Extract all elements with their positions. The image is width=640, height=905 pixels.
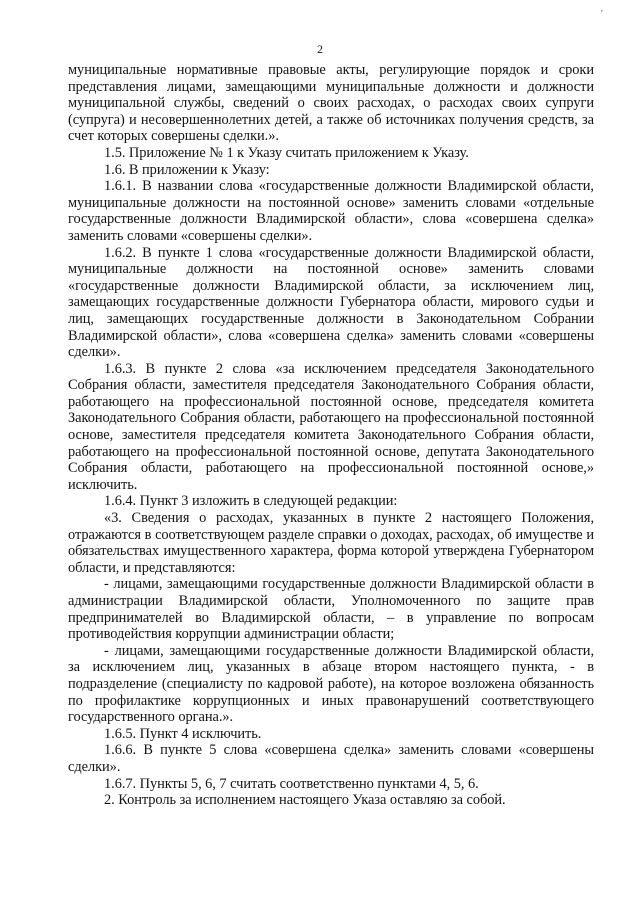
paragraph-1-6: 1.6. В приложении к Указу:: [104, 161, 270, 178]
paragraph-1-6-6: 1.6.6. В пункте 5 слова «совершена сделка» заменить словами «совершены сделки».: [68, 742, 594, 775]
paragraph-1-6-5: 1.6.5. Пункт 4 исключить.: [104, 725, 262, 742]
paragraph-intro-continuation: муниципальные нормативные правовые акты, регулирующие порядок и сроки представления лицами, замещающими муниципальные должности и должности муниципальной службы, сведений о своих расходах, о расходах своих супруги (супруга) и несовершеннолетних детей, а также об источниках получения средств, за счет которых совершены сделки.».: [68, 62, 594, 145]
page-number: 2: [317, 42, 323, 56]
paragraph-point-3-text: «3. Сведения о расходах, указанных в пункте 2 настоящего Положения, отражаются в соответствующем разделе справки о доходах, расходах, об имуществе и обязательствах имущественного характера, форма которой утверждена Губернатором области, и представляются:: [68, 510, 594, 576]
paragraph-point-3-item-2: - лицами, замещающими государственные должности Владимирской области, за исключением лиц, указанных в абзаце втором настоящего пункта, - в подразделение (специалисту по кадровой работе), на которое возложена обязанность по профилактике коррупционных и иных правонарушений соответствующего государственного органа.».: [68, 642, 594, 726]
paragraph-1-6-1: 1.6.1. В названии слова «государственные должности Владимирской области, муниципальные должности на постоянной основе» заменить словами «отдельные государственные должности Владимирской области», слова «совершена сделка» заменить словами «совершены сделки».: [68, 178, 594, 244]
paragraph-point-3-item-1: - лицами, замещающими государственные должности Владимирской области в администрации Владимирской области, Уполномоченного по защите прав предпринимателей во Владимирской области, – в управление по вопросам противодействия коррупции администрации области;: [68, 576, 594, 643]
paragraph-1-6-3: 1.6.3. В пункте 2 слова «за исключением председателя Законодательного Собрания области, заместителя председателя Законодательного Собрания области, работающего на профессиональной постоянной основе, председателя комитета Законодательного Собрания области, работающего на профессиональной постоянной основе, заместителя председателя комитета Законодательного Собрания области, работающего на профессиональной постоянной основе, депутата Законодательного Собрания области, работающего на профессиональной постоянной основе,» исключить.: [68, 360, 594, 493]
corner-mark: ': [601, 9, 603, 20]
document-body: [68, 62, 594, 809]
paragraph-1-6-7: 1.6.7. Пункты 5, 6, 7 считать соответственно пунктами 4, 5, 6.: [104, 775, 479, 792]
paragraph-1-5: 1.5. Приложение № 1 к Указу считать приложением к Указу.: [104, 144, 469, 161]
paragraph-2-control: 2. Контроль за исполнением настоящего Указа оставляю за собой.: [104, 792, 506, 809]
paragraph-1-6-2: 1.6.2. В пункте 1 слова «государственные должности Владимирской области, муниципальные должности на постоянной основе» заменить словами «государственные должности Владимирской области, за исключением лиц, замещающих государственные должности Губернатора области, мирового судьи и лиц, замещающих государственные должности в Законодательном Собрании Владимирской области», слова «совершена сделка» заменить словами «совершены сделки».: [68, 244, 594, 361]
paragraph-1-6-4: 1.6.4. Пункт 3 изложить в следующей редакции:: [104, 493, 398, 510]
